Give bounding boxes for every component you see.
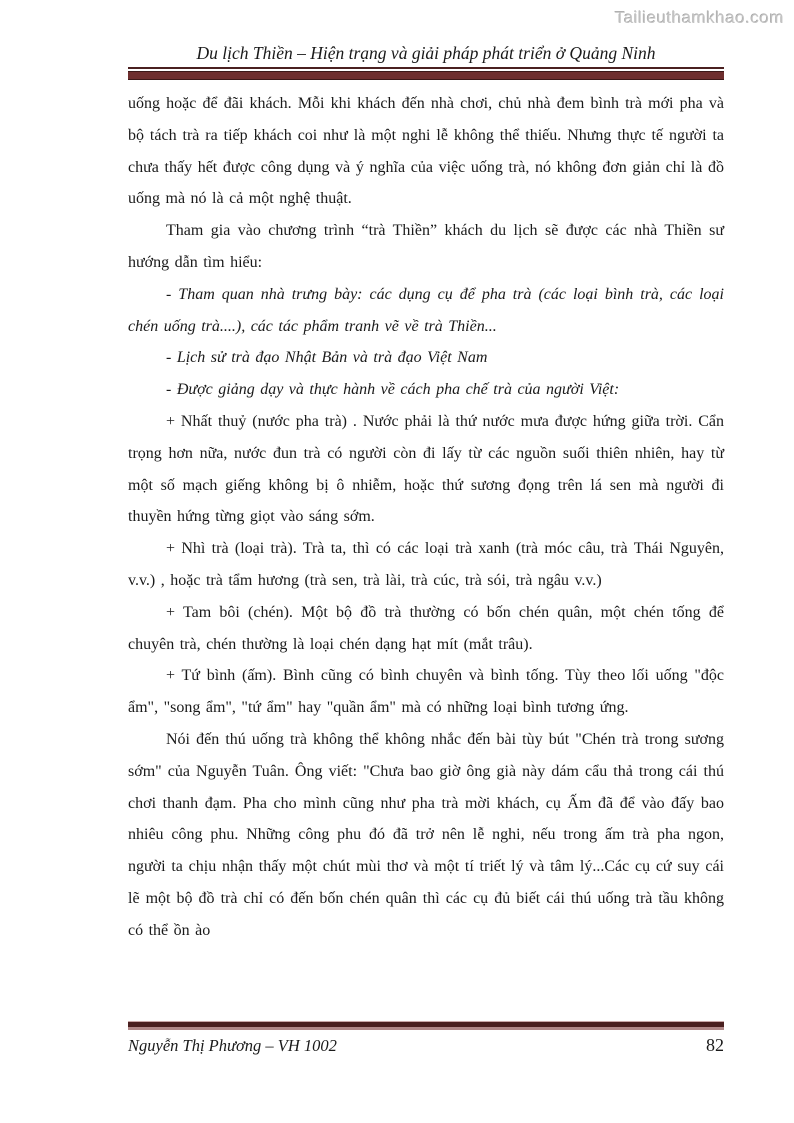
list-item-exhibition-house: - Tham quan nhà trưng bày: các dụng cụ để pha trà (các loại bình trà, các loại chén uống trà....), các tác phẩm tranh vẽ về trà Thiền... bbox=[128, 285, 724, 335]
footer-rule-thin-line bbox=[128, 1027, 724, 1030]
paragraph-nguyen-tuan-quote: Nói đến thú uống trà không thể không nhắc đến bài tùy bút "Chén trà trong sương sớm" của Nguyễn Tuân. Ông viết: "Chưa bao giờ ông già này dám cẩu thả trong cái thú chơi thanh đạm. Pha cho mình cũng như pha trà mời khách, cụ Ấm đã để vào đấy bao nhiêu công phu. Những công phu đó đã trở nên lễ nghi, nếu trong ấm trà pha ngon, người ta chịu nhận thấy một chút mùi thơ và một tí triết lý và tâm lý...Các cụ cứ suy cái lẽ một bộ đồ trà chỉ có đến bốn chén quân thì các cụ đủ biết cái thú uống trà tầu không có thể ồn ào bbox=[128, 730, 724, 939]
page-footer bbox=[128, 1021, 724, 1056]
paragraph-tea-hospitality: uống hoặc để đãi khách. Mỗi khi khách đến nhà chơi, chủ nhà đem bình trà mới pha và bộ tách trà ra tiếp khách coi như là một nghi lễ không thể thiếu. Nhưng thực tế người ta chưa thấy hết được công dụng và ý nghĩa của việc uống trà, nó không đơn giản chỉ là đồ uống mà nó là cả một nghệ thuật. bbox=[128, 95, 724, 208]
document-body bbox=[128, 88, 724, 947]
list-item-nhat-thuy: + Nhất thuỷ (nước pha trà) . Nước phải là thứ nước mưa được hứng giữa trời. Cẩn trọng hơn nữa, nước đun trà có người còn đi lấy từ các nguồn suối thiên nhiên, hay từ một số mạch giếng không bị ô nhiễm, hoặc thứ sương đọng trên lá sen mà người đi thuyền hứng từng giọt vào sáng sớm. bbox=[128, 412, 724, 526]
footer-row bbox=[128, 1035, 724, 1056]
running-header-title: Du lịch Thiền – Hiện trạng và giải pháp phát triển ở Quảng Ninh bbox=[196, 43, 656, 63]
header-rule-thin-line bbox=[128, 67, 724, 69]
header-rule bbox=[128, 67, 724, 80]
list-item-tea-history: - Lịch sử trà đạo Nhật Bản và trà đạo Việt Nam bbox=[166, 349, 488, 367]
list-item-nhi-tra: + Nhì trà (loại trà). Trà ta, thì có các loại trà xanh (trà móc câu, trà Thái Nguyên, v.v.) , hoặc trà tẩm hương (trà sen, trà lài, trà cúc, trà sói, trà ngâu v.v.) bbox=[128, 540, 724, 589]
page-header bbox=[128, 0, 724, 80]
page-number: 82 bbox=[706, 1035, 724, 1055]
list-item-tam-boi: + Tam bôi (chén). Một bộ đồ trà thường có bốn chén quân, một chén tống để chuyên trà, chén thường là loại chén dạng hạt mít (mắt trâu). bbox=[128, 603, 724, 653]
footer-author: Nguyễn Thị Phương – VH 1002 bbox=[128, 1036, 337, 1055]
header-rule-thick-line bbox=[128, 71, 724, 80]
list-item-tu-binh: + Tứ bình (ấm). Bình cũng có bình chuyên và bình tống. Tùy theo lối uống "độc ẩm", "song ẩm", "tứ ẩm" hay "quần ẩm" mà có những loại bình tương ứng. bbox=[128, 667, 724, 717]
footer-rule bbox=[128, 1021, 724, 1030]
watermark: Tailieuthamkhao.com bbox=[614, 8, 784, 27]
list-item-tea-practice: - Được giảng dạy và thực hành về cách pha chế trà của người Việt: bbox=[166, 381, 620, 399]
paragraph-program-intro: Tham gia vào chương trình “trà Thiền” khách du lịch sẽ được các nhà Thiền sư hướng dẫn tìm hiểu: bbox=[128, 222, 724, 271]
